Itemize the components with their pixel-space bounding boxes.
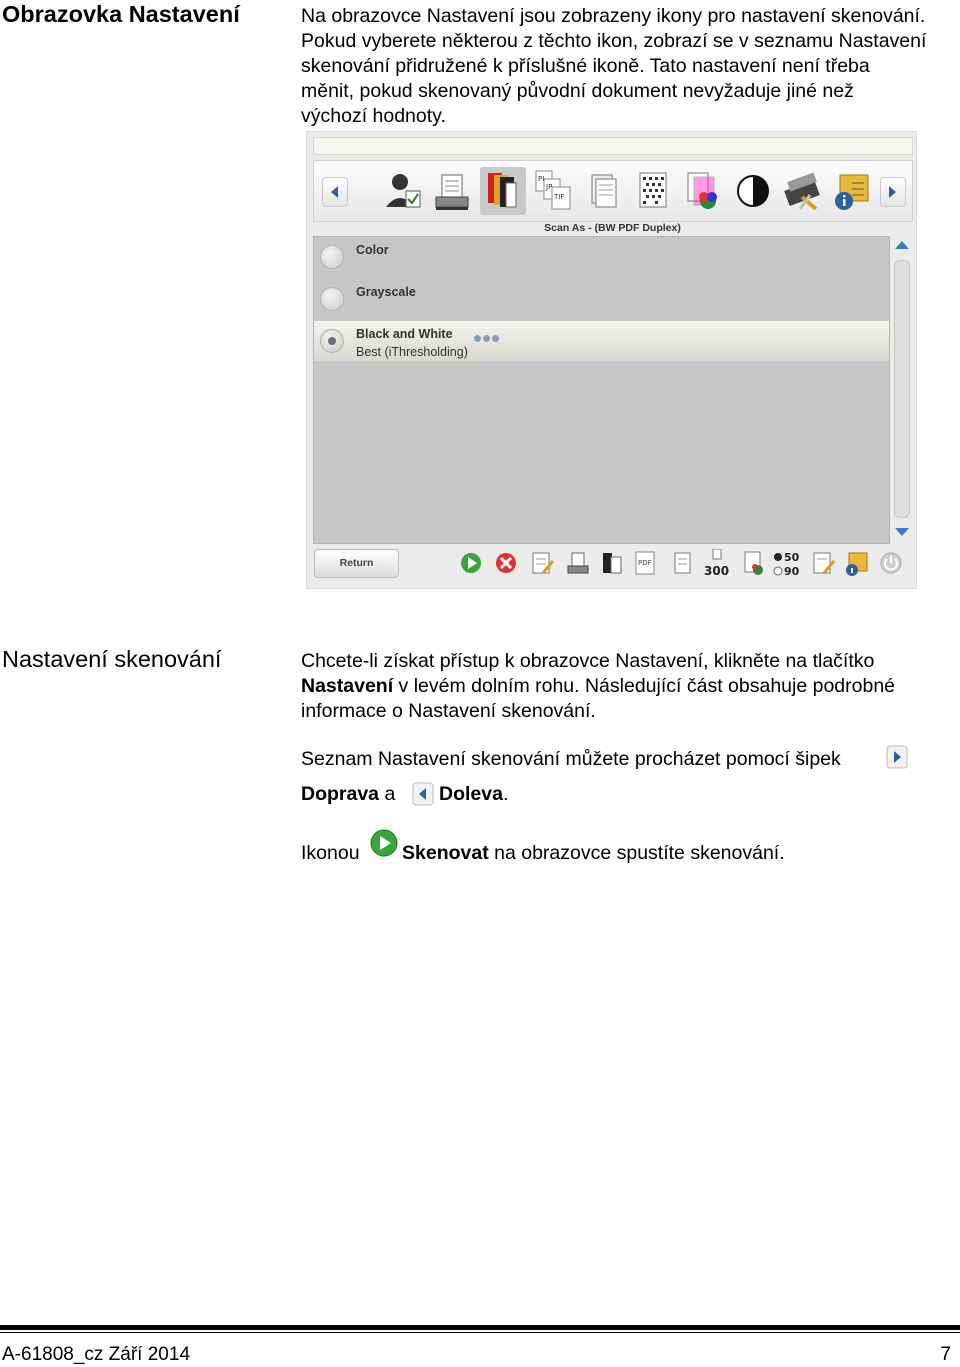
radio-button[interactable]	[320, 287, 344, 311]
settings-edit-icon[interactable]	[810, 549, 836, 577]
radio-button-selected[interactable]	[320, 329, 344, 353]
paragraph-line: Chcete-li získat přístup k obrazovce Nastavení, klikněte na tlačítko	[301, 650, 875, 672]
scan-start-icon[interactable]	[458, 549, 484, 577]
pdf-format-icon[interactable]	[633, 549, 659, 577]
scroll-track[interactable]	[894, 260, 910, 518]
text-span: a	[379, 783, 396, 805]
settings-edit-icon[interactable]	[529, 549, 555, 577]
document-stack-icon[interactable]	[480, 167, 526, 215]
paragraph-line: informace o Nastavení skenování.	[301, 700, 596, 722]
intro-line: měnit, pokud skenovaný původní dokument nevyžaduje jiné než	[301, 80, 854, 102]
document-stack-icon[interactable]	[599, 549, 625, 577]
document-pages-icon[interactable]	[580, 167, 626, 215]
power-icon[interactable]	[878, 549, 904, 577]
option-row-color[interactable]	[314, 237, 889, 277]
settings-screen-screenshot	[306, 131, 917, 589]
bold-term: Skenovat	[402, 842, 489, 864]
scanner-feed-icon[interactable]	[565, 549, 591, 577]
return-button[interactable]: Return	[314, 549, 399, 578]
option-label: Grayscale	[356, 285, 416, 299]
footer-document-id: A-61808_cz Září 2014	[2, 1344, 191, 1365]
svg-text:300: 300	[704, 564, 730, 577]
contrast-icon[interactable]	[730, 167, 776, 215]
info-folder-icon[interactable]	[844, 549, 870, 577]
radio-button[interactable]	[320, 245, 344, 269]
intro-line: skenování přidružené k příslušné ikoně. Tato nastavení není třeba	[301, 55, 870, 77]
bottom-toolbar	[307, 544, 918, 590]
scan-start-icon	[369, 828, 399, 858]
chevron-left-icon	[330, 186, 340, 198]
option-row-black-and-white[interactable]	[314, 321, 889, 361]
intro-line: Pokud vyberete některou z těchto ikon, zobrazí se v seznamu Nastavení	[301, 30, 927, 52]
scan-settings-list	[313, 236, 890, 544]
section-title-settings-screen: Obrazovka Nastavení	[2, 1, 240, 27]
option-sublabel: Best (iThresholding)	[356, 345, 468, 359]
resolution-icon[interactable]	[703, 549, 729, 577]
arrows-paragraph-line1: Seznam Nastavení skenování můžete procházet pomocí šipek	[301, 748, 841, 770]
arrows-paragraph-line2-end	[439, 782, 508, 807]
text-span: v levém dolním rohu. Následující část obsahuje podrobné	[393, 675, 896, 697]
svg-text:PDF: PDF	[638, 559, 652, 567]
scan-as-caption: Scan As - (BW PDF Duplex)	[544, 222, 681, 234]
scanner-tools-icon[interactable]	[780, 167, 826, 215]
intro-paragraph	[301, 4, 926, 129]
section-title-scan-settings: Nastavení skenování	[2, 646, 222, 672]
scanner-feed-icon[interactable]	[430, 167, 476, 215]
text-span: na obrazovce spustíte skenování.	[488, 842, 785, 864]
bold-term: Doprava	[301, 783, 380, 805]
paragraph-line	[301, 674, 895, 699]
scroll-right-button[interactable]	[880, 177, 906, 207]
list-scrollbar[interactable]	[892, 236, 912, 542]
footer-rule	[0, 1325, 960, 1330]
more-options-icon[interactable]	[474, 329, 501, 347]
svg-text:PI: PI	[538, 175, 545, 183]
cancel-icon[interactable]	[493, 549, 519, 577]
file-format-icon[interactable]	[530, 167, 576, 215]
footer-rule-thin	[0, 1332, 960, 1333]
right-arrow-icon	[886, 745, 908, 769]
option-row-grayscale[interactable]	[314, 279, 889, 319]
svg-text:JP: JP	[546, 183, 553, 191]
color-pages-icon[interactable]	[741, 549, 767, 577]
chevron-right-icon	[888, 186, 898, 198]
left-arrow-icon	[412, 782, 434, 806]
svg-text:90: 90	[784, 565, 800, 577]
bold-term: Nastavení	[301, 675, 394, 697]
document-pages-icon[interactable]	[669, 549, 695, 577]
scan-paragraph-start: Ikonou	[301, 842, 360, 864]
scroll-up-icon[interactable]	[892, 236, 912, 256]
scan-settings-paragraph	[301, 649, 895, 724]
dot-pattern-icon[interactable]	[630, 167, 676, 215]
brightness-contrast-icon[interactable]	[773, 549, 807, 577]
option-label: Color	[356, 243, 389, 257]
info-folder-icon[interactable]	[830, 167, 876, 215]
intro-line: Na obrazovce Nastavení jsou zobrazeny ikony pro nastavení skenování.	[301, 5, 926, 27]
settings-icon-bar	[313, 160, 913, 222]
screen-top-bar	[313, 137, 913, 155]
option-label: Black and White	[356, 327, 453, 341]
user-settings-icon[interactable]	[380, 167, 426, 215]
scan-paragraph-end	[402, 841, 785, 866]
bold-term: Doleva	[439, 783, 503, 805]
scroll-left-button[interactable]	[322, 177, 348, 207]
scroll-down-icon[interactable]	[892, 522, 912, 542]
svg-text:TIF: TIF	[554, 193, 565, 201]
text-span: .	[502, 783, 509, 805]
color-pages-icon[interactable]	[680, 167, 726, 215]
svg-text:50: 50	[784, 551, 800, 564]
arrows-paragraph-line2	[301, 782, 395, 807]
page-number: 7	[940, 1344, 951, 1365]
intro-line: výchozí hodnoty.	[301, 105, 446, 127]
